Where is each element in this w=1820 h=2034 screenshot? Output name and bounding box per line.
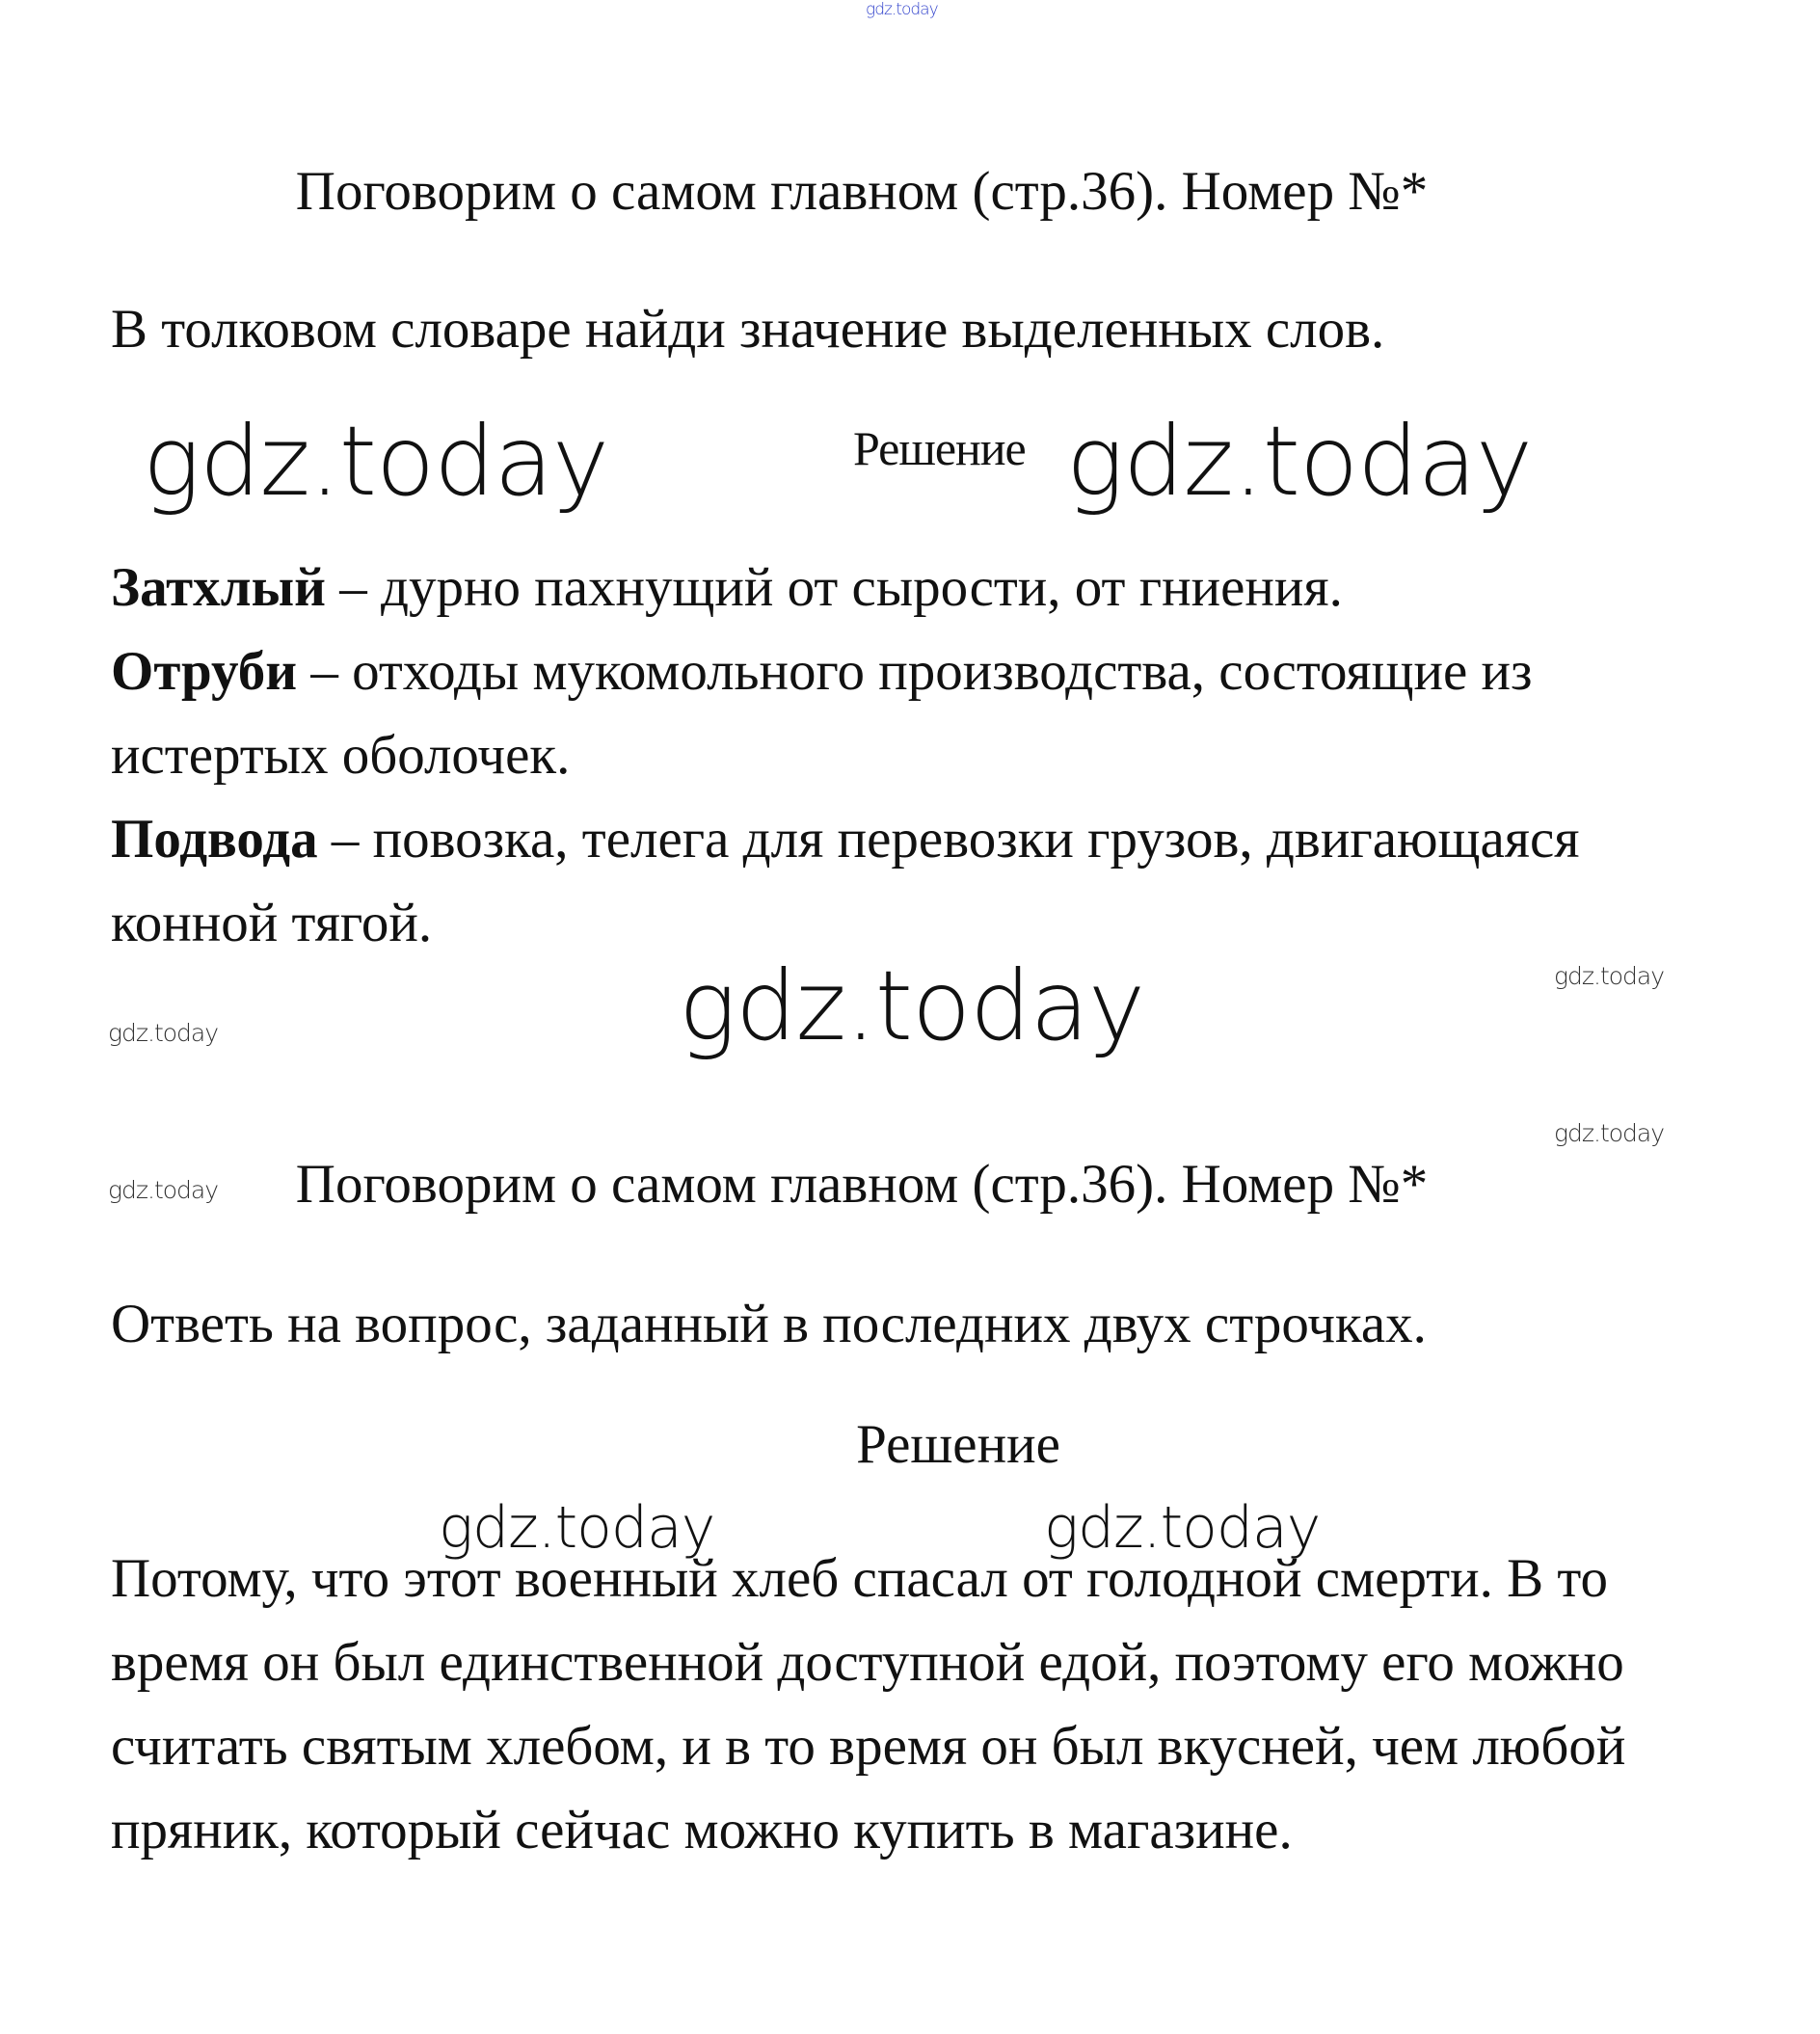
definition-item	[111, 797, 1711, 965]
section1-solution-label: Решение	[853, 421, 1026, 475]
watermark-medium: gdz.today	[1044, 1494, 1321, 1562]
watermark-top: gdz.today	[866, 0, 938, 19]
definition-term: Затхлый	[111, 557, 326, 618]
section1-title: Поговорим о самом главном (стр.36). Номер №*	[295, 161, 1429, 222]
section1-question: В толковом словаре найди значение выделенных слов.	[111, 299, 1385, 360]
definition-text: – дурно пахнущий от сырости, от гниения.	[325, 557, 1343, 618]
section2-title: Поговорим о самом главном (стр.36). Номер №*	[295, 1154, 1429, 1215]
definition-text: – повозка, телега для перевозки грузов, двигающаяся конной тягой.	[111, 809, 1580, 953]
definition-term: Подвода	[111, 809, 318, 870]
watermark-small: gdz.today	[1554, 1119, 1665, 1147]
watermark-big: gdz.today	[143, 405, 609, 518]
section2-solution-label: Решение	[856, 1414, 1060, 1475]
definition-term: Отруби	[111, 641, 298, 702]
watermark-small: gdz.today	[108, 1176, 219, 1204]
section2-answer: Потому, что этот военный хлеб спасал от голодной смерти. В то время он был единственной доступной едой, поэтому его можно считать святым хлебом, и в то время он был вкусней, чем любой пряник, который сейчас можно купить в магазине.	[111, 1548, 1626, 1860]
section2-question: Ответь на вопрос, заданный в последних двух строчках.	[111, 1294, 1427, 1354]
watermark-big: gdz.today	[679, 950, 1145, 1062]
definitions-list	[111, 546, 1711, 965]
definition-item	[111, 629, 1711, 797]
watermark-small: gdz.today	[1554, 962, 1665, 990]
watermark-big: gdz.today	[1066, 405, 1533, 518]
watermark-medium: gdz.today	[439, 1494, 715, 1562]
definition-item	[111, 546, 1711, 629]
definition-text: – отходы мукомольного производства, состоящие из истертых оболочек.	[111, 641, 1533, 786]
watermark-small: gdz.today	[108, 1019, 219, 1047]
